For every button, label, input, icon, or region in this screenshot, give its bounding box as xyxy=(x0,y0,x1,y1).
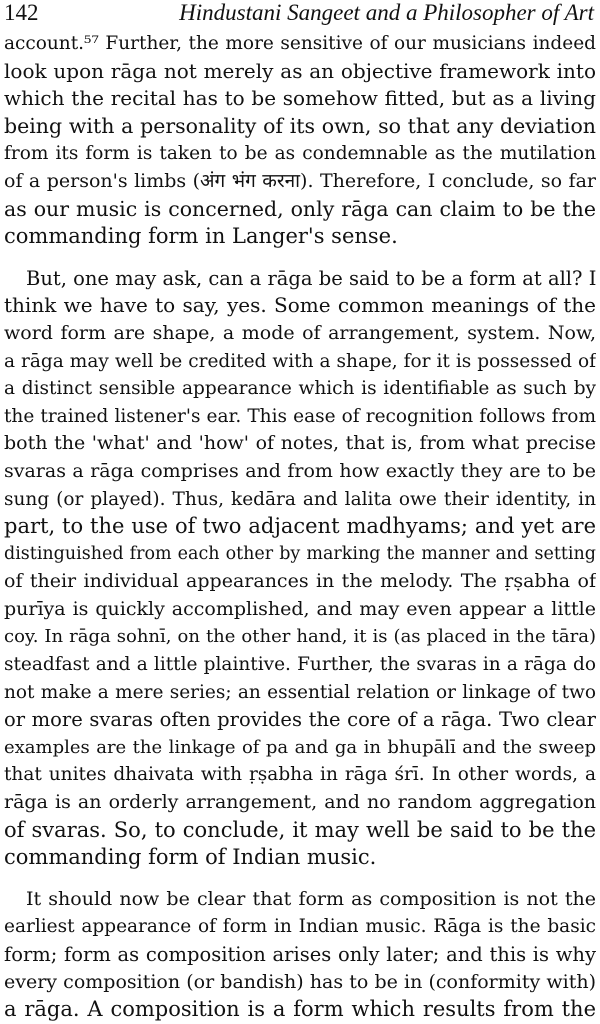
text-line: examples are the linkage of pa and ga in bhupālī and the sweep xyxy=(4,736,596,758)
body-text xyxy=(4,30,596,1024)
text-line: account.⁵⁷ Further, the more sensitive of our musicians indeed xyxy=(4,33,596,54)
text-line: not make a mere series; an essential relation or linkage of two xyxy=(4,681,596,703)
text-line: word form are shape, a mode of arrangement, system. Now, xyxy=(4,321,596,344)
text-line: commanding form of Indian music. xyxy=(4,845,377,870)
text-line: of svaras. So, to conclude, it may well be said to be the xyxy=(4,817,596,842)
text-line: which the recital has to be somehow fitted, but as a living xyxy=(4,86,596,111)
text-line: steadfast and a little plaintive. Further, the svaras in a rāga do xyxy=(4,654,596,676)
text-line: coy. In rāga sohnī, on the other hand, it is (as placed in the tāra) xyxy=(4,626,596,648)
text-line: part, to the use of two adjacent madhyams; and yet are xyxy=(4,514,596,539)
text-line: as our music is concerned, only rāga can claim to be the xyxy=(4,196,596,221)
text-line: purīya is quickly accomplished, and may even appear a little xyxy=(4,597,596,620)
text-line: both the 'what' and 'how' of notes, that is, from what precise xyxy=(4,432,596,455)
text-line: every composition (or bandish) has to be in (conformity with) xyxy=(4,970,596,993)
page-header xyxy=(4,0,594,30)
text-line: being with a personality of its own, so that any deviation xyxy=(4,113,596,138)
page-number: 142 xyxy=(4,0,39,25)
text-line: from its form is taken to be as condemnable as the mutilation xyxy=(4,143,596,165)
text-line: a rāga may well be credited with a shape, for it is possessed of xyxy=(4,350,596,372)
text-line: distinguished from each other by marking the manner and setting xyxy=(4,543,596,564)
text-line: a distinct sensible appearance which is identifiable as such by xyxy=(4,378,596,400)
text-line: look upon rāga not merely as an objective framework into xyxy=(4,58,596,83)
text-line: of their individual appearances in the melody. The ṛṣabha of xyxy=(4,570,596,593)
text-line: rāga is an orderly arrangement, and no random aggregation xyxy=(4,791,596,814)
text-line: of a person's limbs (अंग भंग करना). Therefore, I conclude, so far xyxy=(4,169,596,192)
text-line: earliest appearance of form in Indian music. Rāga is the basic xyxy=(4,916,596,938)
paragraph-1 xyxy=(4,30,596,251)
paragraph-3 xyxy=(4,886,596,1024)
text-line: that unites dhaivata with ṛṣabha in rāga śrī. In other words, a xyxy=(4,764,596,786)
text-line: or more svaras often provides the core of a rāga. Two clear xyxy=(4,708,596,732)
text-line: a rāga. A composition is a form which results from the xyxy=(4,997,596,1022)
text-line: But, one may ask, can a rāga be said to be a form at all? I xyxy=(26,266,596,290)
text-line: form; form as composition arises only later; and this is why xyxy=(4,943,596,966)
paragraph-2 xyxy=(4,265,596,872)
text-line: the trained listener's ear. This ease of recognition follows from xyxy=(4,405,596,427)
text-line: commanding form in Langer's sense. xyxy=(4,224,398,249)
text-line: sung (or played). Thus, kedāra and lalita owe their identity, in xyxy=(4,488,596,510)
text-line: think we have to say, yes. Some common meanings of the xyxy=(4,293,596,318)
text-line: svaras a rāga comprises and from how exactly they are to be xyxy=(4,459,596,482)
text-line: It should now be clear that form as composition is not the xyxy=(26,887,596,910)
running-title: Hindustani Sangeet and a Philosopher of Art xyxy=(179,0,594,25)
